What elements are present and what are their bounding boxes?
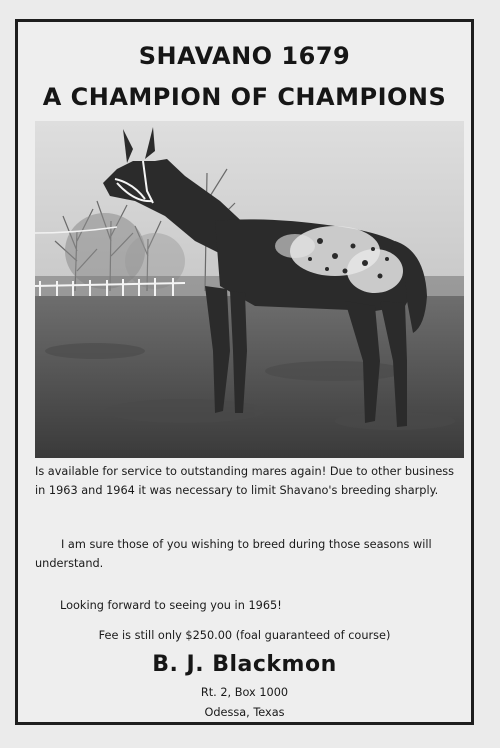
- ad-fee-line: Fee is still only $250.00 (foal guaranteed of course): [98, 629, 391, 642]
- horse-photo-image: [35, 121, 464, 458]
- horse-photo: [35, 121, 464, 458]
- signer-name: B. J. Blackmon: [152, 652, 337, 677]
- address-line-1: Rt. 2, Box 1000: [200, 686, 289, 699]
- advertisement-frame: [15, 19, 474, 725]
- address-line-2: Odessa, Texas: [204, 706, 285, 719]
- ad-paragraph-looking-forward: Looking forward to seeing you in 1965!: [60, 599, 282, 612]
- ad-subtitle: A CHAMPION OF CHAMPIONS: [42, 83, 447, 111]
- ad-title: SHAVANO 1679: [138, 42, 351, 70]
- ad-paragraph-availability: Is available for service to outstanding mares again! Due to other business in 1963 and 1964 it was necessary to limit Shavano's breeding sharply.: [35, 465, 455, 497]
- ad-paragraph-understanding: I am sure those of you wishing to breed during those seasons will understand.: [35, 538, 432, 570]
